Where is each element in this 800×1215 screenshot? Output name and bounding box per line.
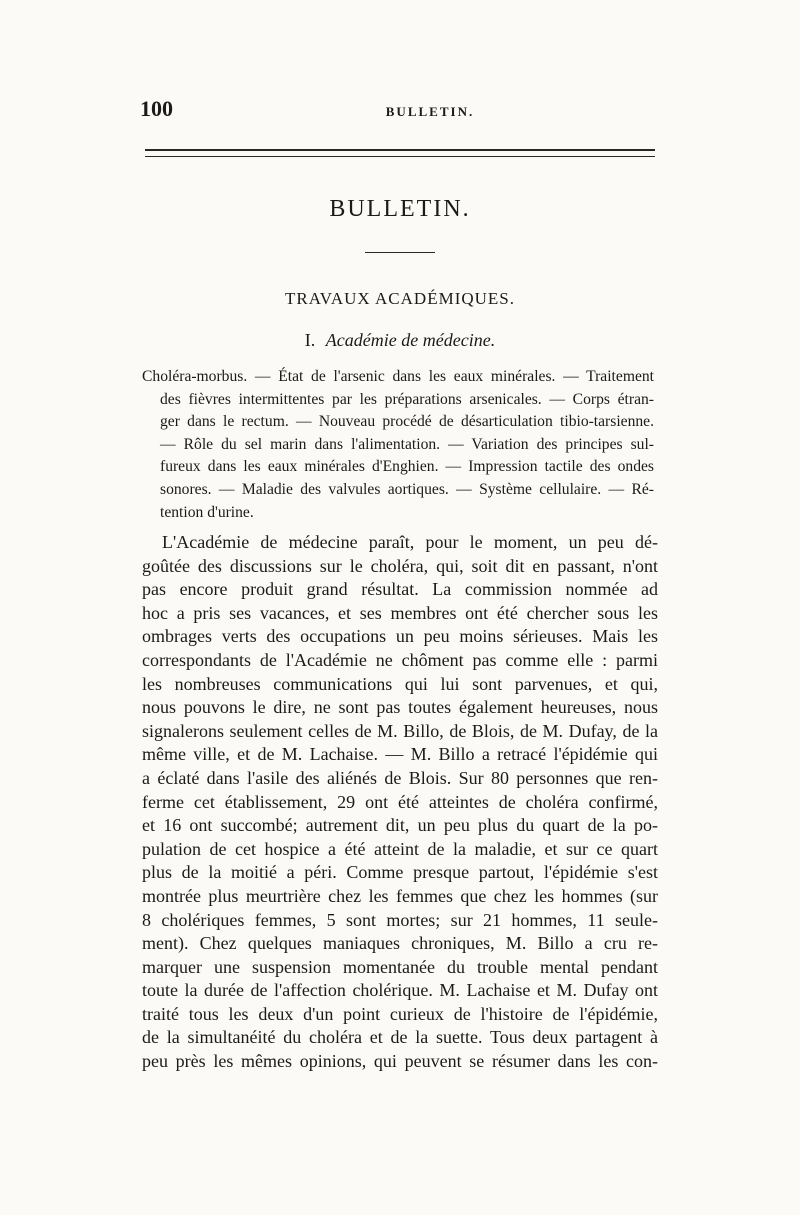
page-number: 100 [140,96,173,121]
page-title: BULLETIN. [329,196,471,222]
subtitle: TRAVAUX ACADÉMIQUES. [284,289,515,308]
body-text [142,531,658,1074]
header-rule [145,149,655,157]
section-number: I. [304,330,316,350]
body-line: pulation de cet hospice a été atteint de la maladie, et sur ce quart [142,838,658,859]
body-line: ombrages verts des occupations un peu moins sérieuses. Mais les [142,626,658,647]
summary-line: sonores. — Maladie des valvules aortiques. — Système cellulaire. — Ré- [160,480,654,498]
body-line: L'Académie de médecine paraît, pour le moment, un peu dé- [162,532,658,552]
body-line: marquer une suspension momentanée du trouble mental pendant [142,956,658,977]
summary-line: Choléra-morbus. — État de l'arsenic dans les eaux minérales. — Traitement [142,368,654,385]
body-line: correspondants de l'Académie ne chôment pas comme elle : parmi [142,649,658,670]
section-name: Académie de médecine. [325,330,496,350]
summary-line: tention d'urine. [160,503,254,521]
body-line: peu près les mêmes opinions, qui peuvent se résumer dans les con- [142,1051,658,1072]
body-line: toute la durée de l'affection cholérique. M. Lachaise et M. Dufay ont [142,980,658,1001]
summary-line: ger dans le rectum. — Nouveau procédé de désarticulation tibio-tarsienne. [160,413,654,431]
body-line: les nombreuses communications qui lui sont parvenues, et qui, [142,673,658,694]
body-line: 8 cholériques femmes, 5 sont mortes; sur 21 hommes, 11 seule- [142,909,658,930]
summary-line: — Rôle du sel marin dans l'alimentation. — Variation des principes sul- [160,435,654,453]
title-rule [365,252,435,253]
body-line: ment). Chez quelques maniaques chroniques, M. Billo a cru re- [142,933,658,954]
body-line: pas encore produit grand résultat. La commission nommée ad [142,579,658,600]
summary-line: fureux dans les eaux minérales d'Enghien. — Impression tactile des ondes [160,458,654,476]
body-line: de la simultanéité du choléra et de la suette. Tous deux partagent à [142,1027,658,1048]
body-line: a éclaté dans l'asile des aliénés de Blois. Sur 80 personnes que ren- [142,767,658,788]
body-line: même ville, et de M. Lachaise. — M. Billo a retracé l'épidémie qui [142,744,658,765]
running-title: BULLETIN. [385,104,475,119]
body-line: traité tous les deux d'un point curieux de l'histoire de l'épidémie, [142,1003,658,1024]
section-heading [0,330,800,351]
body-line: plus de la moitié a péri. Comme presque partout, l'épidémie s'est [142,862,658,883]
running-head [140,96,660,126]
body-line: hoc a pris ses vacances, et ses membres ont été chercher sous les [142,602,658,623]
body-line: signalerons seulement celles de M. Billo, de Blois, de M. Dufay, de la [142,720,658,741]
body-line: ferme cet établissement, 29 ont été atteintes de choléra confirmé, [142,791,658,812]
body-line: nous pouvons le dire, ne sont pas toutes également heureuses, nous [142,697,658,718]
body-line: goûtée des discussions sur le choléra, qui, soit dit en passant, n'ont [142,555,658,576]
summary [142,366,654,524]
body-line: et 16 ont succombé; autrement dit, un peu plus du quart de la po- [142,815,658,836]
body-line: montrée plus meurtrière chez les femmes que chez les hommes (sur [142,885,658,906]
summary-line: des fièvres intermittentes par les préparations arsenicales. — Corps étran- [160,390,654,408]
